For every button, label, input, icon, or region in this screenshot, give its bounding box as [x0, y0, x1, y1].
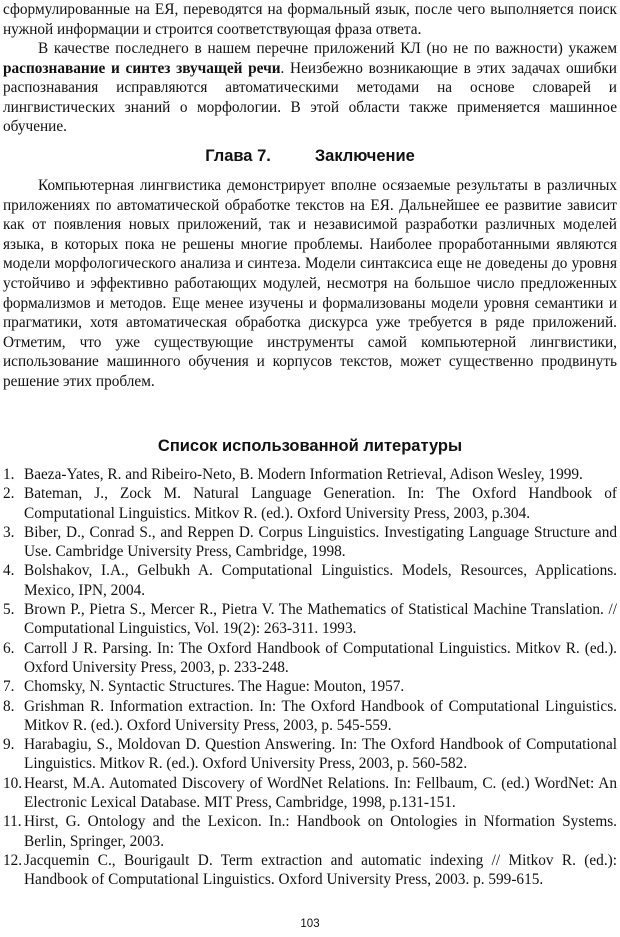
page-number: 103 [300, 918, 320, 930]
references-list [3, 465, 617, 890]
paragraph-continuation: сформулированные на ЕЯ, переводятся на формальный язык, после чего выполняется поиск нужной информации и строится соответствующая фраза ответа. [3, 1, 617, 38]
chapter-heading [0, 147, 620, 166]
reference-item: 6. Carroll J R. Parsing. In: The Oxford Handbook of Computational Linguistics. Mitkov R. (ed.). Oxford University Press, 2003, p. 233-248. [3, 639, 617, 676]
reference-item: 3. Biber, D., Conrad S., and Reppen D. Corpus Linguistics. Investigating Language Structure and Use. Cambridge University Press, Cambridge, 1998. [3, 523, 617, 561]
reference-item: 8. Grishman R. Information extraction. In: The Oxford Handbook of Computational Linguistics. Mitkov R. (ed.). Oxford University Press, 2003, p. 545-559. [3, 697, 617, 734]
reference-item: 2. Bateman, J., Zock M. Natural Language Generation. In: The Oxford Handbook of Computational Linguistics. Mitkov R. (ed.). Oxford University Press, 2003, p.304. [3, 485, 617, 522]
reference-item: 12. Jacquemin C., Bourigault D. Term extraction and automatic indexing // Mitkov R. (ed.): Handbook of Computational Linguistics. Oxford University Press, 2003. p. 599-615. [3, 851, 617, 889]
chapter-label: Глава 7. [205, 147, 271, 165]
paragraph-text: . Неизбежно возникающие в этих задачах ошибки распознавания исправляются автоматическими методами на основе словарей и лингвистических знаний о морфологии. В этой области также применяется машинное обучение. [3, 59, 617, 136]
conclusion-paragraph: Компьютерная лингвистика демонстрирует вполне осязаемые результаты в различных приложениях по автоматической обработке текстов на ЕЯ. Дальнейшее ее развитие зависит как от появления новых приложений, так и независимой разработки различных моделей языка, в которых пока не решены многие проблемы. Наиболее проработанными являются модели морфологического анализа и синтеза. Модели синтаксиса еще не доведены до уровня устойчиво и эффективно работающих модулей, несмотря на большое число предложенных формализмов и методов. Еще менее изучены и формализованы модели уровня семантики и прагматики, хотя автоматическая обработка дискурса уже требуется в ряде приложений. Отметим, что уже существующие инструменты самой компьютерной лингвистики, использование машинного обучения и корпусов текстов, может существенно продвинуть решение этих проблем. [3, 177, 617, 390]
references-heading: Список использованной литературы [157, 437, 463, 455]
reference-item: 5. Brown P., Pietra S., Mercer R., Pietra V. The Mathematics of Statistical Machine Translation. // Computational Linguistics, Vol. 19(2): 263-311. 1993. [3, 601, 617, 638]
reference-item: 9. Harabagiu, S., Moldovan D. Question Answering. In: The Oxford Handbook of Computational Linguistics. Mitkov R. (ed.). Oxford University Press, 2003, p. 560-582. [3, 736, 617, 773]
reference-item: 10. Hearst, M.A. Automated Discovery of WordNet Relations. In: Fellbaum, C. (ed.) WordNet: An Electronic Lexical Database. MIT Press, Cambridge, 1998, p.131-151. [3, 774, 617, 812]
reference-item: 11. Hirst, G. Ontology and the Lexicon. In.: Handbook on Ontologies in Nformation Systems. Berlin, Springer, 2003. [3, 813, 617, 850]
bold-term: распознавание и синтез звучащей речи [3, 59, 281, 77]
reference-item: 7. Chomsky, N. Syntactic Structures. The Hague: Mouton, 1957. [3, 678, 405, 696]
paragraph-text: В качестве последнего в нашем перечне приложений КЛ (но не по важности) укажем [38, 40, 617, 57]
chapter-title: Заключение [314, 147, 415, 165]
reference-item: 1. Baeza-Yates, R. and Ribeiro-Neto, B. Modern Information Retrieval, Adison Wesley, 1999. [3, 466, 583, 483]
paragraph-speech-recognition [3, 39, 617, 137]
reference-item: 4. Bolshakov, I.A., Gelbukh A. Computational Linguistics. Models, Resources, Applications. Mexico, IPN, 2004. [3, 562, 617, 599]
